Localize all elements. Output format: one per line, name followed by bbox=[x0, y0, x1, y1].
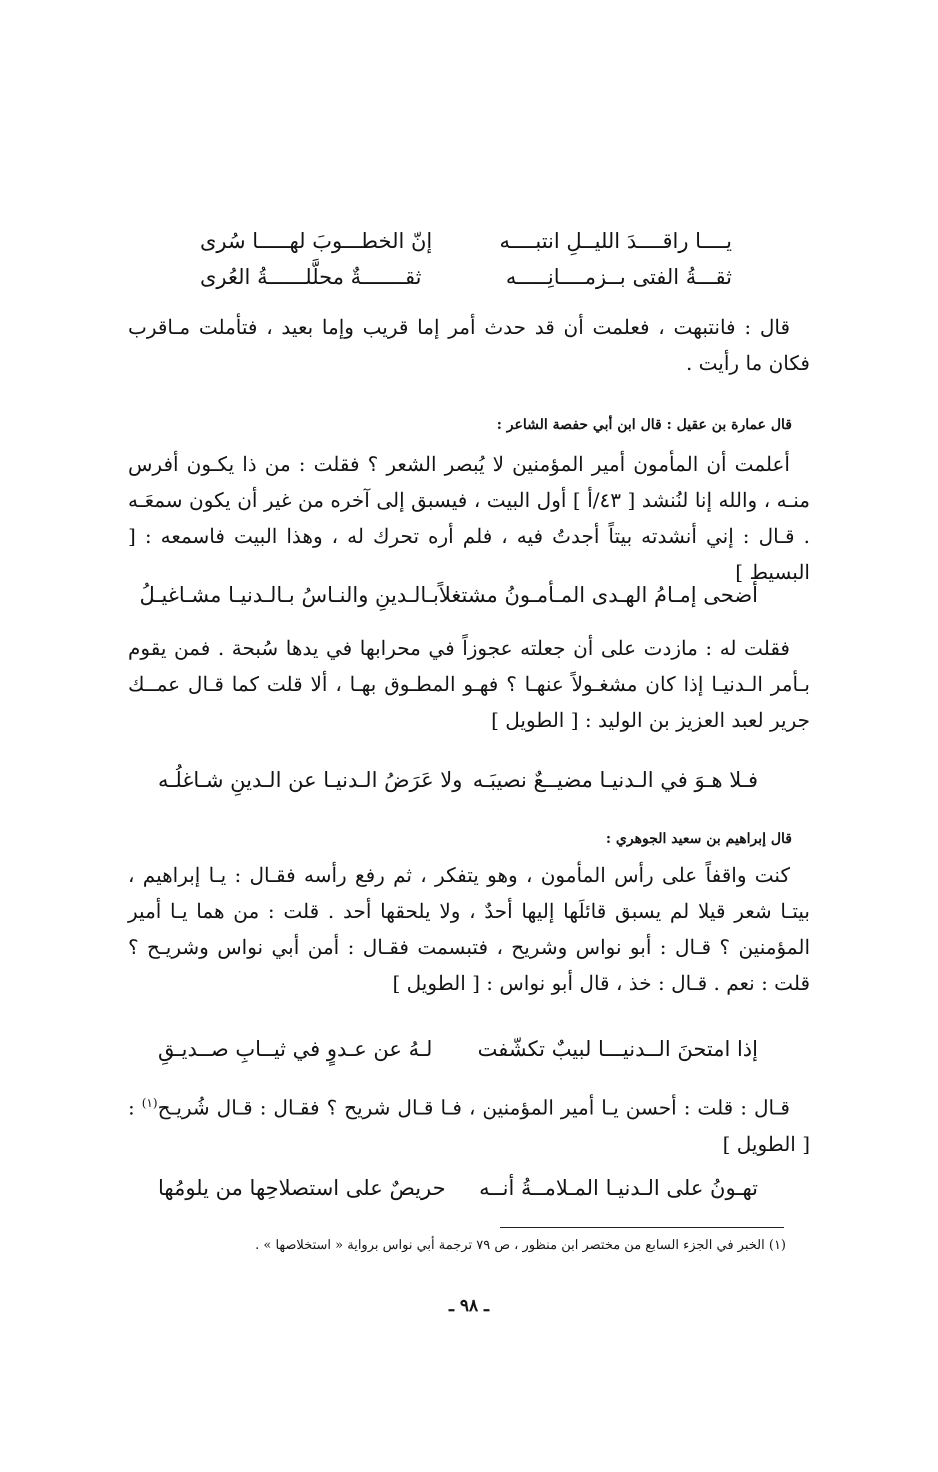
page-number: ـ ٩٨ ـ bbox=[448, 1296, 490, 1316]
paragraph: أعلمت أن المأمون أمير المؤمنين لا يُبصر الشعر ؟ فقلت : من ذا يكـون أفرس منـه ، والله إنا لنُنشد [ ٤٣/أ ] أول البيت ، فيسبق إلى آخره من غير أن يكون سمعَـه . قـال : إني أنشدته بيتاً أجدتُ فيه ، فلم أره تحرك له ، وهذا البيت فاسمعه : [ البسيط ] bbox=[128, 452, 811, 584]
paragraph: فقلت له : مازدت على أن جعلته عجوزاً في محرابها في يدها سُبحة . فمن يقوم بـأمر الـدنيـا إذا كان مشغـولاً عنهـا ؟ فهـو المطـوق بهـا ، ألا قلت كما قـال عمــك جرير لعبد العزيز بن الوليد : [ الطويل ] bbox=[128, 636, 810, 732]
footnote: (١) الخبر في الجزء السابع من مختصر ابن منظور ، ص ٧٩ ترجمة أبي نواس برواية « استخلاصها » . bbox=[255, 1238, 786, 1253]
verse-hemistich: يــــا راقــــدَ الليــلِ انتبــــه bbox=[499, 229, 732, 253]
narrator-heading: قال عمارة بن عقيل : قال ابن أبي حفصة الشاعر : bbox=[496, 417, 792, 433]
narrator-heading: قال إبراهيم بن سعيد الجوهري : bbox=[605, 831, 792, 847]
verse-line bbox=[139, 583, 758, 607]
verse-hemistich: إنّ الخطـــوبَ لهـــــا سُرى bbox=[200, 229, 433, 253]
verse-hemistich: ثقـــةُ الفتى بــزمــــانِـــــه bbox=[505, 265, 732, 289]
verse-line bbox=[158, 768, 758, 792]
paragraph: كنت واقفاً على رأس المأمون ، وهو يتفكر ، ثم رفع رأسه فقـال : يـا إبراهيم ، بيتـا شعر قيلا لم يسبق قائلَها إليها أحدٌ ، ولا يلحقها أحد . قلت : من هما يـا أمير المؤمنين ؟ قـال : أبو نواس وشريح ، فتبسمت فقـال : أمن أبي نواس وشريـح ؟ قلت : نعم . قـال : خذ ، قال أبو نواس : [ الطويل ] bbox=[128, 863, 810, 995]
paragraph-text: قـال : قلت : أحسن يـا أمير المؤمنين ، فـا قـال شريح ؟ فقـال : قـال شُريـح bbox=[157, 1095, 790, 1120]
footnote-divider bbox=[500, 1227, 784, 1228]
paragraph bbox=[128, 1085, 810, 1162]
verse-hemistich: تهـونُ على الـدنيـا المـلامــةُ أنــه bbox=[479, 1176, 758, 1200]
verse-line bbox=[200, 265, 732, 289]
verse-hemistich: فـلا هـوَ في الـدنيـا مضيــعٌ نصيبَـه bbox=[472, 768, 758, 792]
verse-hemistich: أضحى إمـامُ الهـدى المـأمـونُ مشتغلاً bbox=[438, 583, 758, 607]
verse-line bbox=[158, 1176, 758, 1200]
verse-hemistich: ولا عَرَضُ الـدنيـا عن الـدينِ شـاغلُـه bbox=[158, 768, 463, 792]
paragraph: قال : فانتبهت ، فعلمت أن قد حدث أمر إما قريب وإما بعيد ، فتأملت مـاقرب فكان ما رأيت . bbox=[128, 315, 810, 375]
verse-hemistich: بـالـدينِ والنـاسُ بـالـدنيـا مشـاغيـلُ bbox=[139, 583, 439, 607]
verse-hemistich: إذا امتحنَ الــدنيـــا لبيبٌ تكشّفت bbox=[477, 1037, 758, 1061]
verse-hemistich: حريصٌ على استصلاحِها من يلومُها bbox=[158, 1176, 446, 1200]
verse-hemistich: ثقـــــــةٌ محلَّلــــــةُ العُرى bbox=[200, 265, 422, 289]
verse-hemistich: لـهُ عن عـدوٍ في ثيــابِ صــديـقِ bbox=[158, 1037, 433, 1061]
verse-line bbox=[200, 229, 732, 253]
verse-line bbox=[158, 1037, 758, 1061]
footnote-reference: (١) bbox=[141, 1096, 158, 1110]
paragraph-text: : [ الطويل ] bbox=[128, 1095, 810, 1156]
